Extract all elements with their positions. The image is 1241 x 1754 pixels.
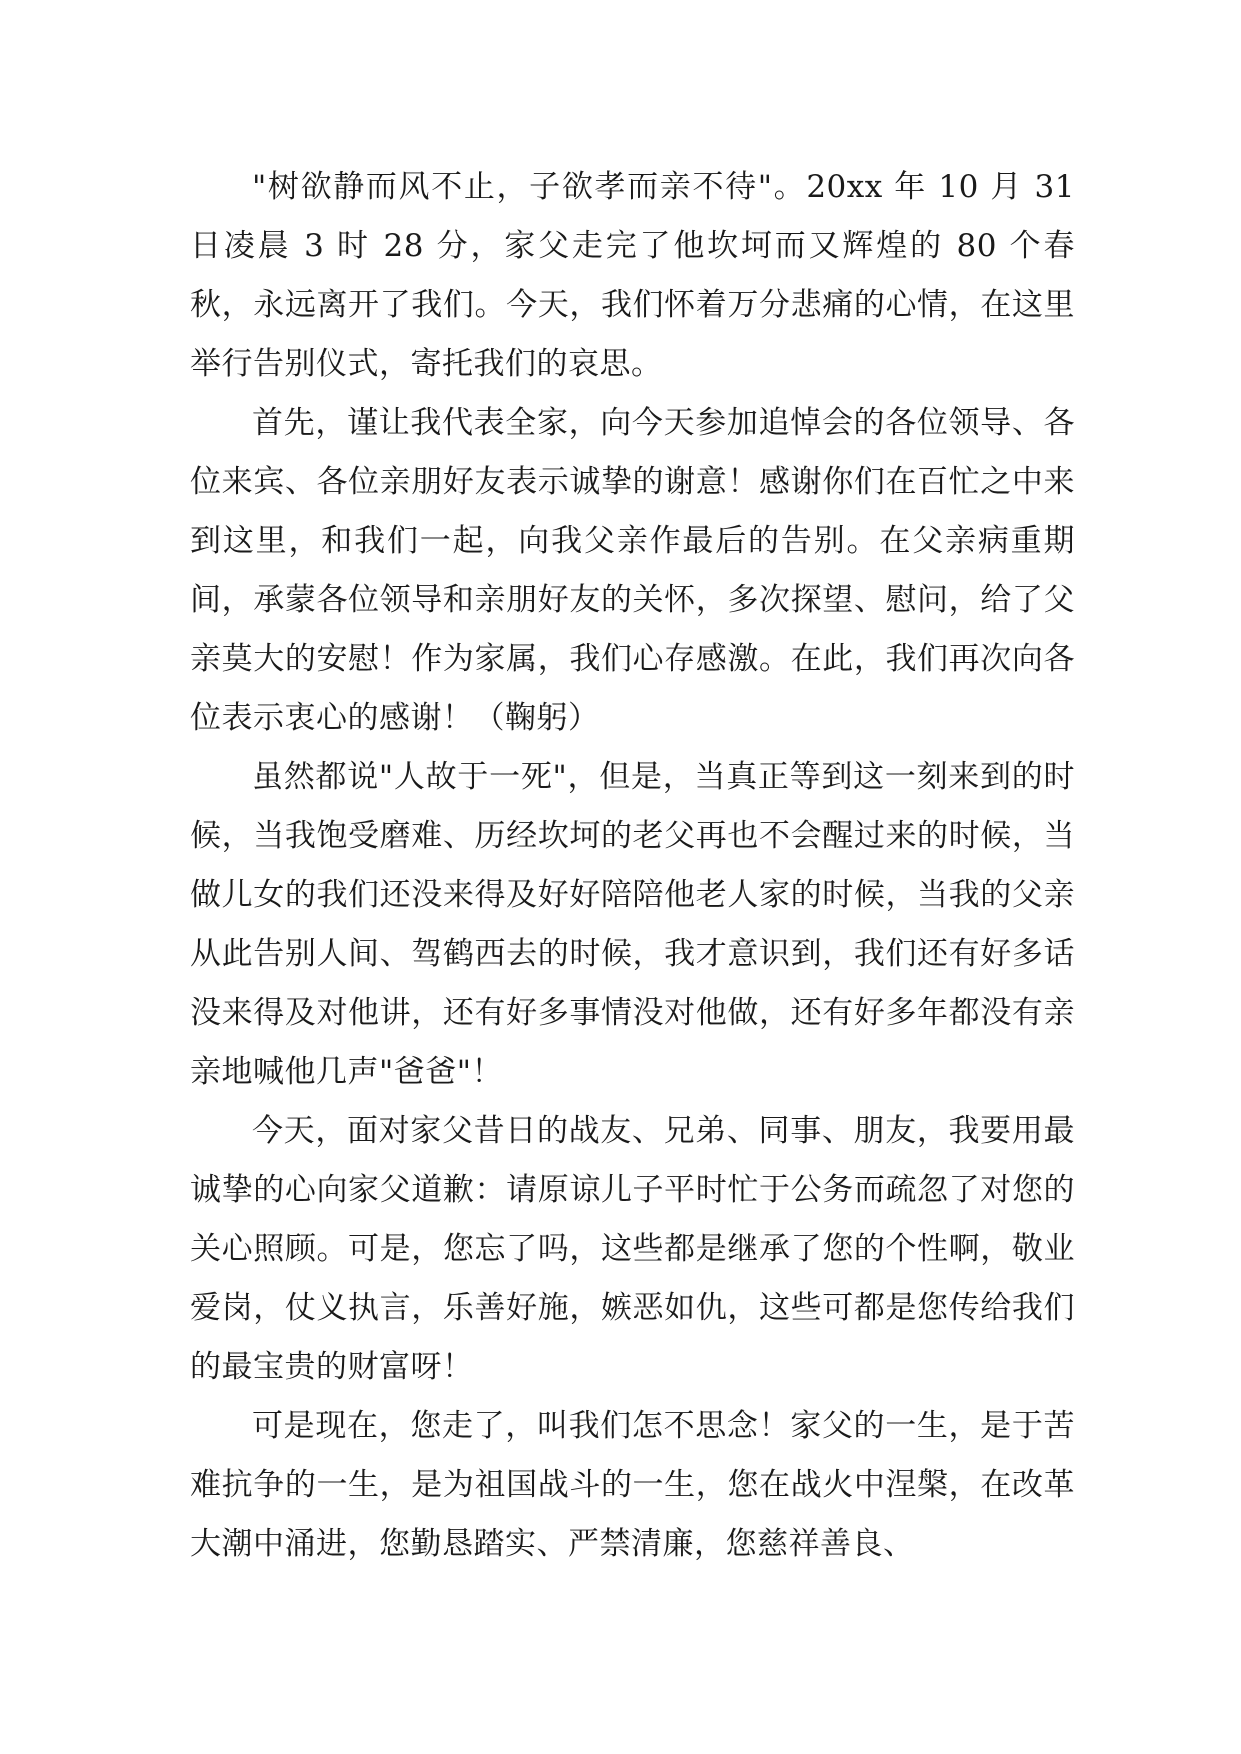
paragraph-3: 虽然都说"人故于一死"，但是，当真正等到这一刻来到的时候，当我饱受磨难、历经坎坷的老父再也不会醒过来的时候，当做儿女的我们还没来得及好好陪陪他老人家的时候，当我的父亲从此告别人间、驾鹤西去的时候，我才意识到，我们还有好多话没来得及对他讲，还有好多事情没对他做，还有好多年都没有亲亲地喊他几声"爸爸"！ (190, 759, 1075, 1090)
paragraph-1: "树欲静而风不止，子欲孝而亲不待"。20xx 年 10 月 31 日凌晨 3 时 28 分，家父走完了他坎坷而又辉煌的 80 个春秋，永远离开了我们。今天，我们怀着万分悲痛的心情，在这里举行告别仪式，寄托我们的哀思。 (190, 169, 1075, 382)
paragraph-5: 可是现在，您走了，叫我们怎不思念！家父的一生，是于苦难抗争的一生，是为祖国战斗的一生，您在战火中涅槃，在改革大潮中涌进，您勤恳踏实、严禁清廉，您慈祥善良、 (190, 1408, 1075, 1562)
document-body (190, 158, 1075, 1574)
paragraph-4: 今天，面对家父昔日的战友、兄弟、同事、朋友，我要用最诚挚的心向家父道歉：请原谅儿子平时忙于公务而疏忽了对您的关心照顾。可是，您忘了吗，这些都是继承了您的个性啊，敬业爱岗，仗义执言，乐善好施，嫉恶如仇，这些可都是您传给我们的最宝贵的财富呀！ (190, 1113, 1075, 1385)
paragraph-2: 首先，谨让我代表全家，向今天参加追悼会的各位领导、各位来宾、各位亲朋好友表示诚挚的谢意！感谢你们在百忙之中来到这里，和我们一起，向我父亲作最后的告别。在父亲病重期间，承蒙各位领导和亲朋好友的关怀，多次探望、慰问，给了父亲莫大的安慰！作为家属，我们心存感激。在此，我们再次向各位表示衷心的感谢！（鞠躬） (190, 405, 1075, 736)
